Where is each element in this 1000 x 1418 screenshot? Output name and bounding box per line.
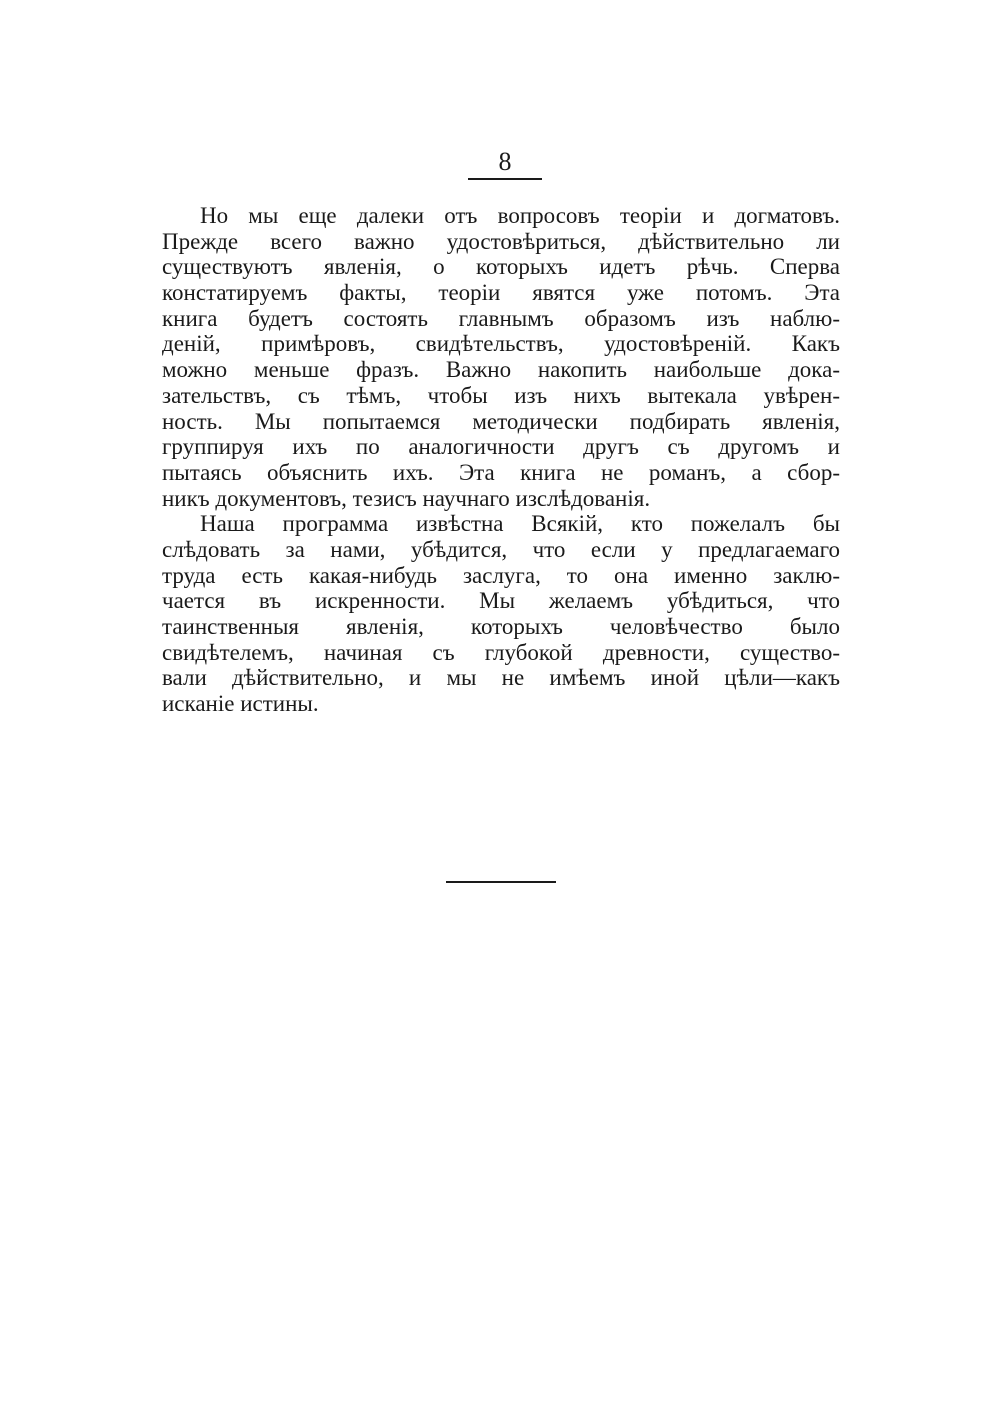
text-line: Прежде всего важно удостовѣриться, дѣйствительно ли xyxy=(162,228,840,254)
text-line: слѣдовать за нами, убѣдится, что если у предлагаемаго xyxy=(162,536,840,562)
body-text xyxy=(162,203,840,717)
text-line: констатируемъ факты, теорiи явятся уже потомъ. Эта xyxy=(162,280,840,306)
text-line: таинственныя явленія, которыхъ человѣчество было xyxy=(162,614,840,639)
text-line: труда есть какая-нибудь заслуга, то она именно заклю- xyxy=(162,562,840,588)
text-line: исканіе истины. xyxy=(162,691,319,717)
text-line: ность. Мы попытаемся методически подбирать явленія, xyxy=(162,408,840,434)
text-line: зательствъ, съ тѣмъ, чтобы изъ нихъ вытекала увѣрен- xyxy=(162,382,840,408)
text-line: Наша программа извѣстна Всякій, кто пожелалъ бы xyxy=(200,511,840,537)
text-line: свидѣтелемъ, начиная съ глубокой древности, существо- xyxy=(162,639,840,665)
text-line: вали дѣйствительно, и мы не имѣемъ иной цѣли—какъ xyxy=(162,665,840,691)
text-line: чается въ искренности. Мы желаемъ убѣдиться, что xyxy=(162,588,840,614)
paragraph-2 xyxy=(162,511,840,717)
text-line: группируя ихъ по аналогичности другъ съ другомъ и xyxy=(162,434,840,460)
page-number: 8 xyxy=(498,147,512,176)
paragraph-1 xyxy=(162,203,840,511)
text-line: Но мы еще далеки отъ вопросовъ теорiи и догматовъ. xyxy=(200,203,840,228)
text-line: деній, примѣровъ, свидѣтельствъ, удостовѣреній. Какъ xyxy=(162,331,840,357)
text-line: можно меньше фразъ. Важно накопить наибольше дока- xyxy=(162,357,840,383)
end-rule xyxy=(446,881,556,883)
header-rule xyxy=(468,178,542,180)
text-line: книга будетъ состоять главнымъ образомъ изъ наблю- xyxy=(162,305,840,331)
text-line: никъ документовъ, тезисъ научнаго изслѣдованія. xyxy=(162,485,651,511)
text-line: пытаясь объяснить ихъ. Эта книга не романъ, а сбор- xyxy=(162,459,840,485)
text-line: существуютъ явленія, о которыхъ идетъ рѣчь. Сперва xyxy=(162,254,840,280)
